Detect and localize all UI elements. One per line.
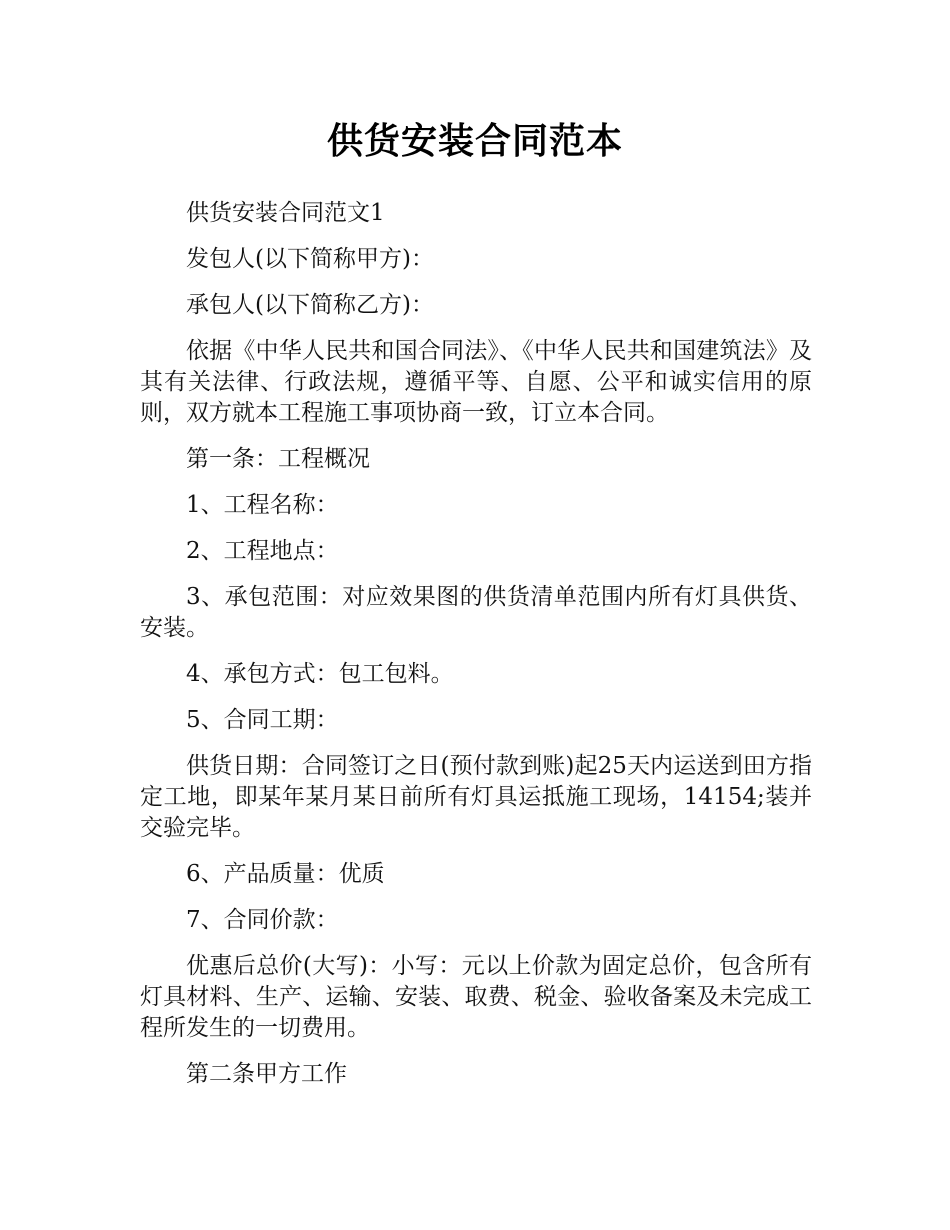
paragraph-delivery-date: 供货日期：合同签订之日(预付款到账)起25天内运送到田方指定工地，即某年某月某日前所有灯具运抵施工现场，14154;装并交验完毕。 (140, 753, 812, 841)
paragraph-contract-price: 7、合同价款： (186, 907, 339, 933)
paragraph-project-name: 1、工程名称： (186, 492, 339, 518)
document-title: 供货安装合同范本 (326, 121, 623, 162)
paragraph-article-one: 第一条：工程概况 (186, 446, 370, 472)
paragraph-total-price: 优惠后总价(大写)：小写：元以上价款为固定总价，包含所有灯具材料、生产、运输、安装、取费、税金、验收备案及未完成工程所发生的一切费用。 (140, 953, 812, 1041)
paragraph-contract-period: 5、合同工期： (186, 707, 339, 733)
paragraph-legal-basis: 依据《中华人民共和国合同法》、《中华人民共和国建筑法》及其有关法律、行政法规，遵循平等、自愿、公平和诚实信用的原则，双方就本工程施工事项协商一致，订立本合同。 (140, 338, 812, 426)
paragraph-party-b: 承包人(以下简称乙方)： (186, 292, 434, 318)
paragraph-product-quality: 6、产品质量：优质 (186, 861, 385, 887)
paragraph-contract-method: 4、承包方式：包工包料。 (186, 661, 454, 687)
paragraph-party-a: 发包人(以下简称甲方)： (186, 246, 434, 272)
paragraph-project-location: 2、工程地点： (186, 538, 339, 564)
paragraph-heading-version: 供货安装合同范文1 (186, 200, 385, 226)
document-body (140, 198, 812, 1105)
paragraph-article-two: 第二条甲方工作 (186, 1061, 347, 1087)
paragraph-contract-scope: 3、承包范围：对应效果图的供货清单范围内所有灯具供货、安装。 (140, 584, 812, 641)
